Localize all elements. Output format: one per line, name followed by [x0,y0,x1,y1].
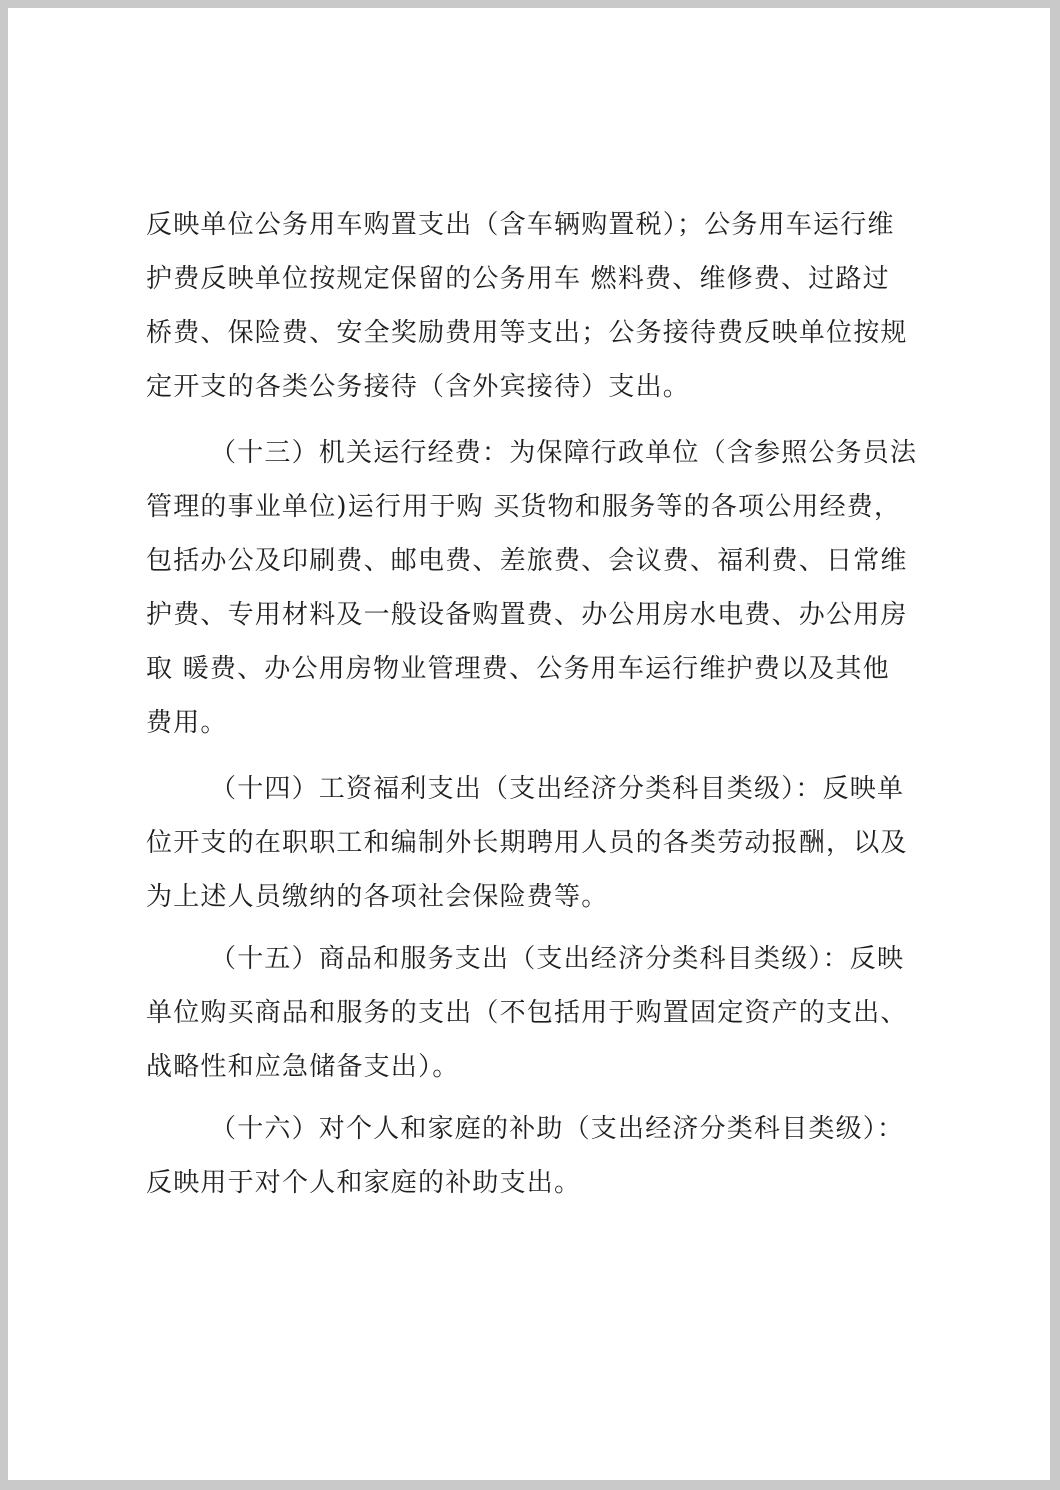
text-line: （十三）机关运行经费：为保障行政单位（含参照公务员法 [210,438,918,468]
paragraph-13 [146,426,926,750]
text-line: 取 暖费、办公用房物业管理费、公务用车运行维护费以及其他 [146,654,890,684]
text-line: （十四）工资福利支出（支出经济分类科目类级）：反映单 [210,774,905,804]
text-line: 反映单位公务用车购置支出（含车辆购置税）；公务用车运行维 [146,210,895,240]
text-line: 定开支的各类公务接待（含外宾接待）支出。 [146,372,691,402]
text-line: 包括办公及印刷费、邮电费、差旅费、会议费、福利费、日常维 [146,546,908,576]
text-line: （十六）对个人和家庭的补助（支出经济分类科目类级）： [210,1114,905,1144]
text-line: 护费、专用材料及一般设备购置费、办公用房水电费、办公用房 [146,600,908,630]
text-line: 单位购买商品和服务的支出（不包括用于购置固定资产的支出、 [146,998,908,1028]
text-line: （十五）商品和服务支出（支出经济分类科目类级）：反映 [210,944,905,974]
document-body [146,198,926,1210]
text-line: 为上述人员缴纳的各项社会保险费等。 [146,882,609,912]
paragraph-14 [146,762,926,924]
text-line: 位开支的在职职工和编制外长期聘用人员的各类劳动报酬，以及 [146,828,908,858]
text-line: 反映用于对个人和家庭的补助支出。 [146,1168,582,1198]
document-page [8,8,1050,1480]
text-line: 费用。 [146,708,228,738]
paragraph-16 [146,1102,926,1210]
text-line: 管理的事业单位)运行用于购 买货物和服务等的各项公用经费， [146,492,902,522]
text-line: 护费反映单位按规定保留的公务用车 燃料费、维修费、过路过 [146,264,890,294]
text-line: 战略性和应急储备支出）。 [146,1052,460,1082]
paragraph-15 [146,932,926,1094]
text-line: 桥费、保险费、安全奖励费用等支出；公务接待费反映单位按规 [146,318,908,348]
paragraph-12-continuation [146,198,926,414]
